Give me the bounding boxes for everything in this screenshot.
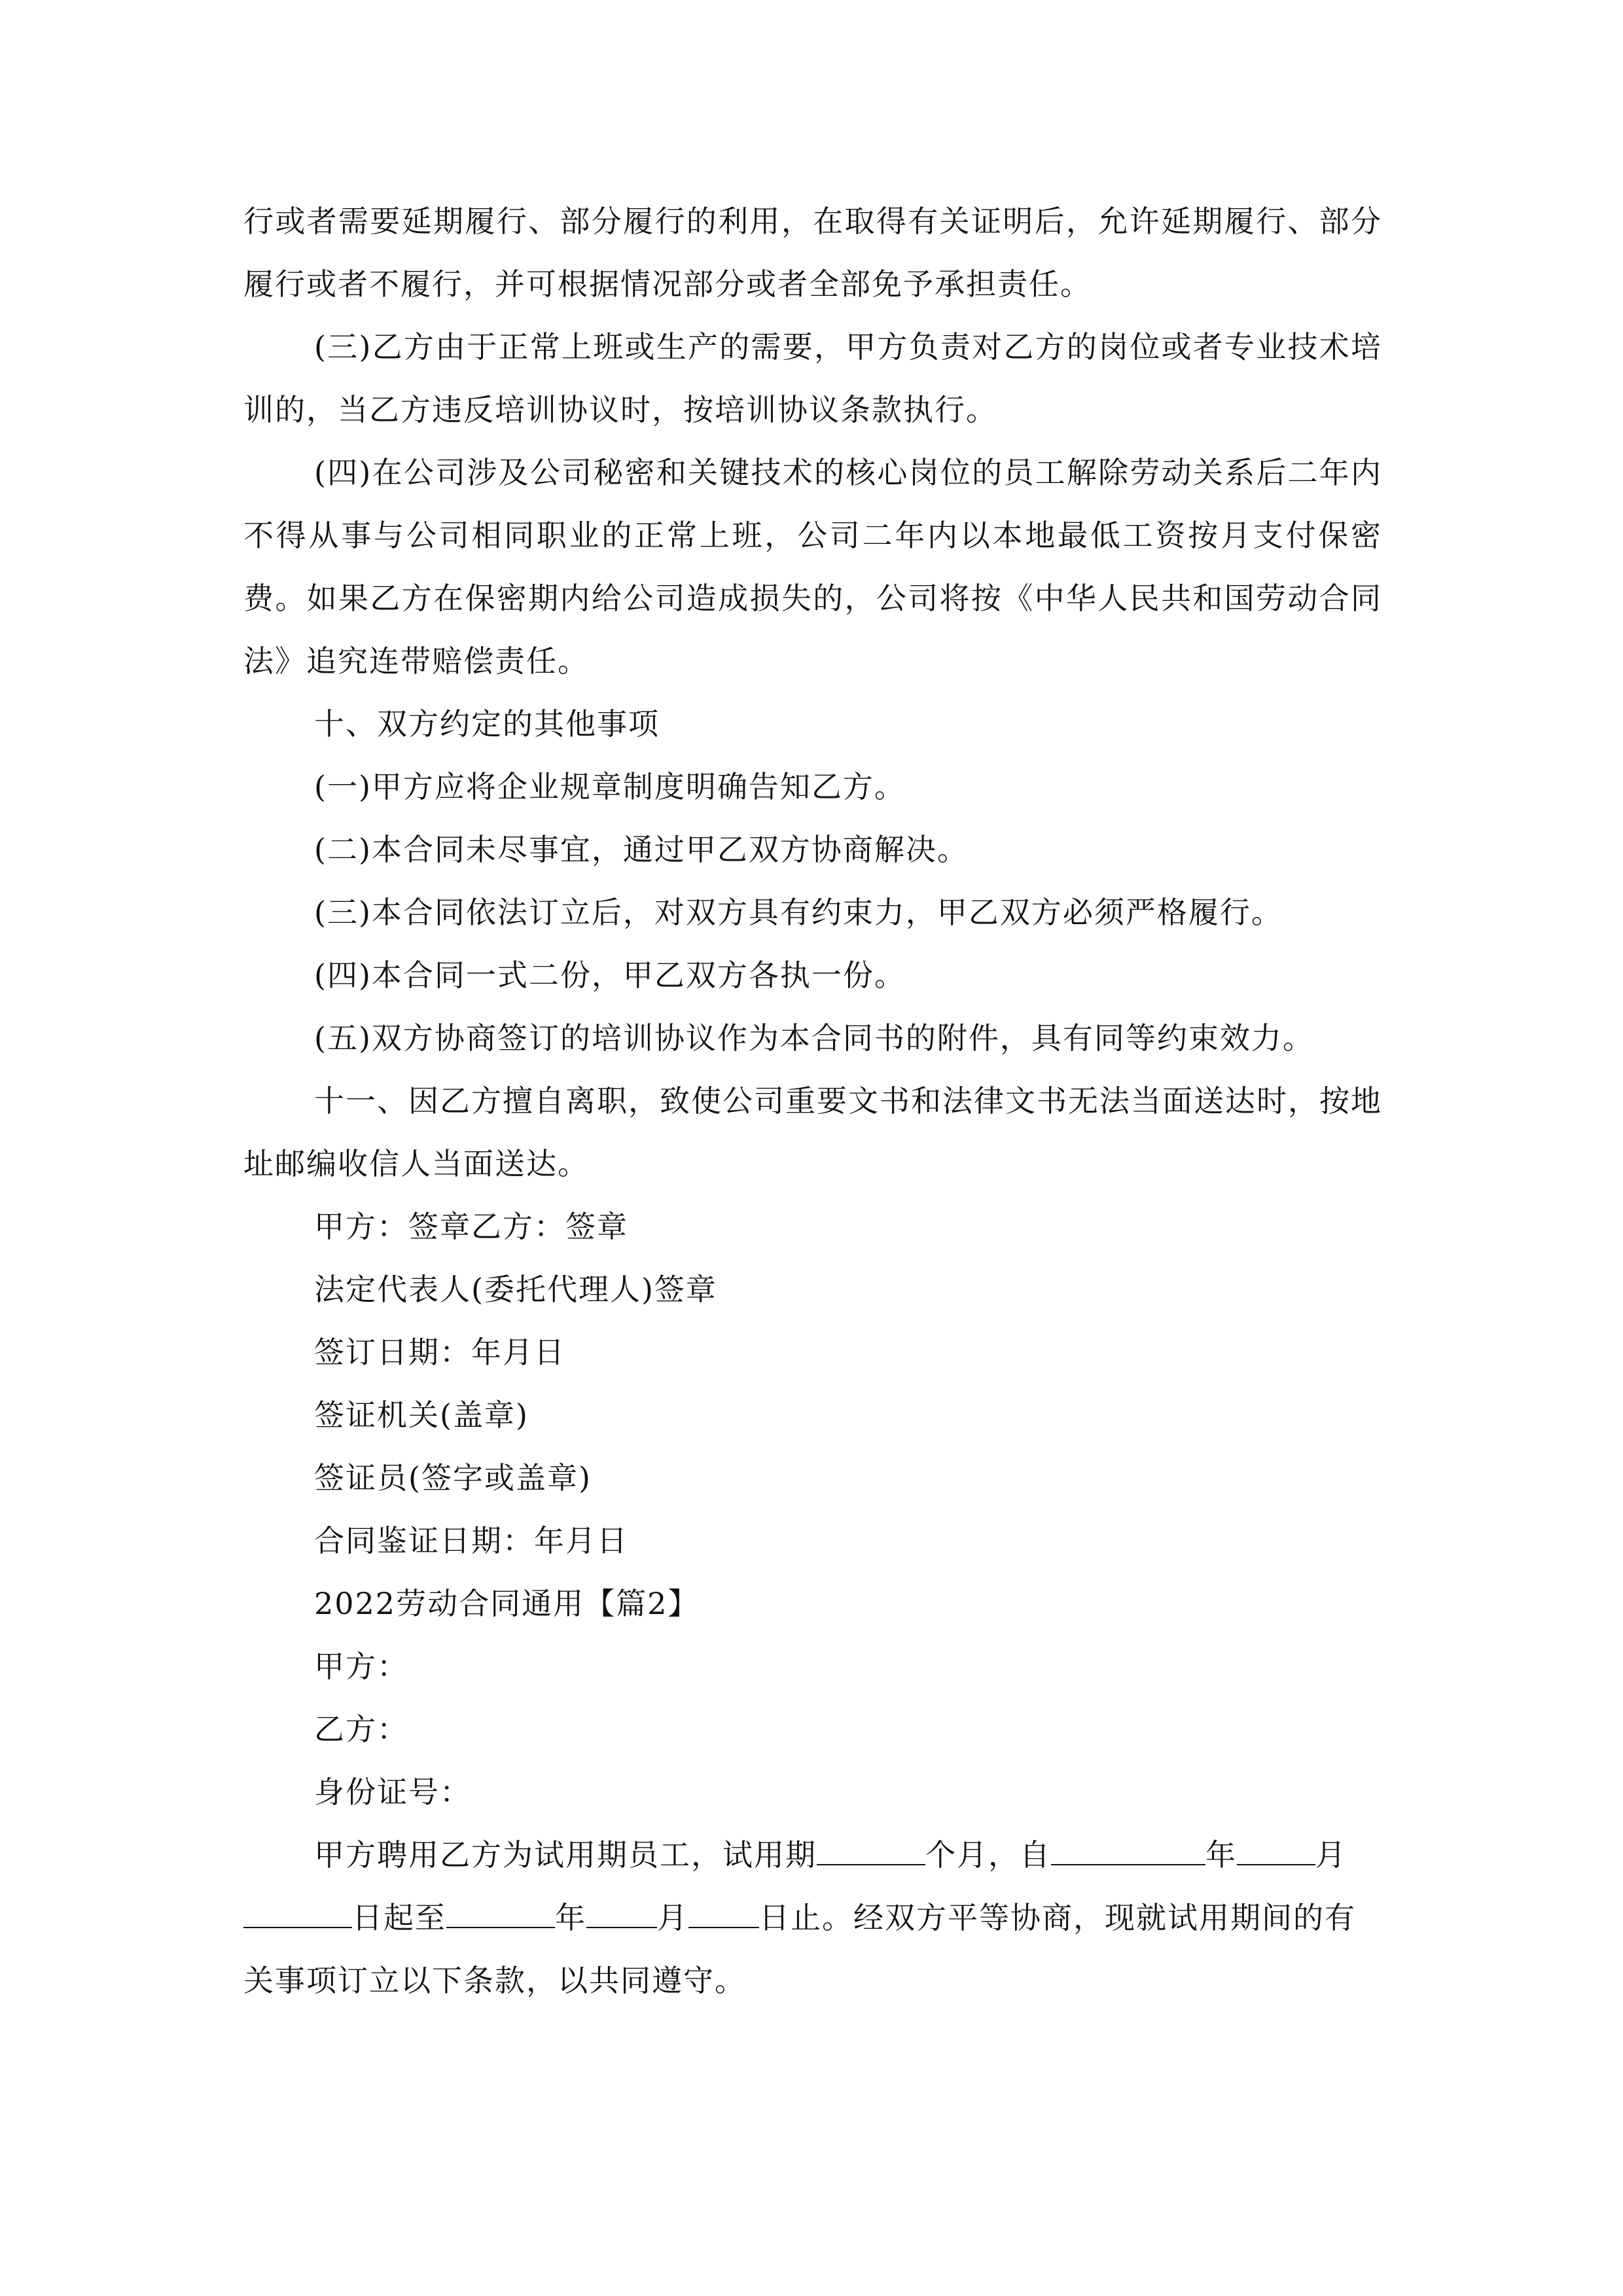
paragraph-force-majeure: 行或者需要延期履行、部分履行的利用，在取得有关证明后，允许延期履行、部分履行或者不履行，并可根据情况部分或者全部免予承担责任。 [243,204,1382,302]
signature-parties: 甲方：签章乙方：签章 [314,1209,628,1244]
verification-date: 合同鉴证日期：年月日 [314,1523,628,1558]
signature-date: 签订日期：年月日 [314,1335,565,1370]
contract2-intro [243,1823,1382,2012]
contract2-party-b: 乙方： [314,1712,408,1747]
list-item: (二)本合同未尽事宜，通过甲乙双方协商解决。 [314,832,969,867]
intro-text: 年 [1205,1837,1237,1873]
paragraph-confidentiality: (四)在公司涉及公司秘密和关键技术的核心岗位的员工解除劳动关系后二年内不得从事与公司相同职业的正常上班，公司二年内以本地最低工资按月支付保密费。如果乙方在保密期内给公司造成损失的，公司将按《中华人民共和国劳动合同法》追究连带赔偿责任。 [243,455,1382,679]
paragraph-delivery: 十一、因乙方擅自离职，致使公司重要文书和法律文书无法当面送达时，按地址邮编收信人当面送达。 [243,1083,1382,1181]
blank-field-start-year [1051,1838,1205,1865]
blank-field-end-day [688,1901,759,1928]
intro-text: 个月，自 [925,1837,1051,1873]
contract2-id-number: 身份证号： [314,1774,471,1810]
intro-text: 日止。经双方平等协商，现就试用期间的有关事项订立以下条款，以共同遵守。 [243,1900,1356,1998]
list-item: (一)甲方应将企业规章制度明确告知乙方。 [314,769,906,804]
blank-field-start-day [243,1901,352,1928]
blank-field-end-month [586,1901,657,1928]
signature-officer: 签证员(签字或盖章) [314,1460,592,1496]
intro-text: 甲方聘用乙方为试用期员工，试用期 [314,1837,817,1873]
contract2-party-a: 甲方： [314,1649,408,1684]
document-body [243,190,1382,2012]
list-item: (三)本合同依法订立后，对双方具有约束力，甲乙双方必须严格履行。 [314,895,1283,930]
list-item: (四)本合同一式二份，甲乙双方各执一份。 [314,958,906,993]
intro-text: 年 [555,1900,586,1935]
intro-text: 月 [1315,1837,1347,1873]
section-heading-other-matters: 十、双方约定的其他事项 [314,706,660,742]
signature-authority: 签证机关(盖章) [314,1397,529,1433]
intro-text: 月 [657,1900,688,1935]
contract2-heading: 2022劳动合同通用【篇2】 [314,1586,700,1621]
blank-field-start-month [1237,1838,1315,1865]
paragraph-training: (三)乙方由于正常上班或生产的需要，甲方负责对乙方的岗位或者专业技术培训的，当乙方违反培训协议时，按培训协议条款执行。 [243,329,1382,427]
intro-text: 日起至 [352,1900,446,1935]
blank-field-end-year [446,1901,555,1928]
list-item: (五)双方协商签订的培训协议作为本合同书的附件，具有同等约束效力。 [314,1020,1314,1056]
signature-legal-rep: 法定代表人(委托代理人)签章 [314,1272,717,1307]
blank-field-months [817,1838,925,1865]
